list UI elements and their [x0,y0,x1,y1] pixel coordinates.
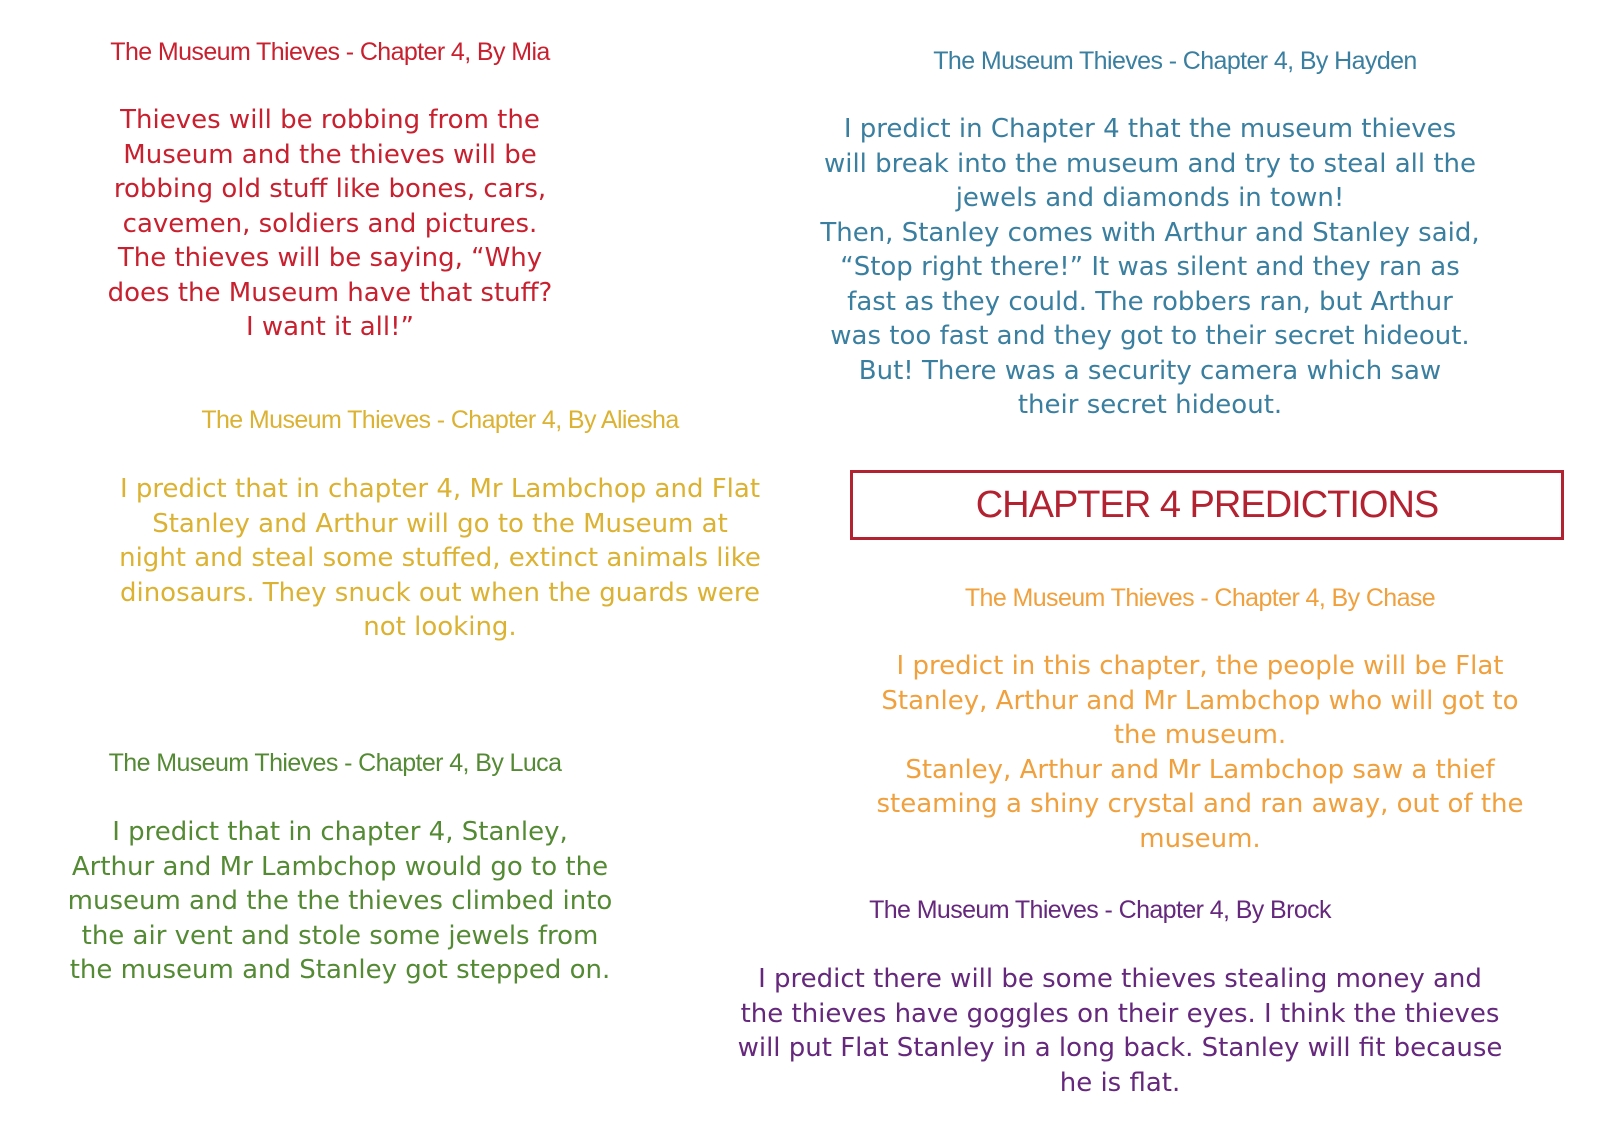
aliesha-prediction-text: I predict that in chapter 4, Mr Lambchop and Flat Stanley and Arthur will go to the Museum at night and steal some stuffed, extinct animals like dinosaurs. They snuck out when the guards were not looking. [119,474,761,642]
brock-prediction-text: I predict there will be some thieves stealing money and the thieves have goggles on their eyes. I think the thieves will put Flat Stanley in a long back. Stanley will fit because he is flat. [737,964,1503,1098]
luca-prediction-text: I predict that in chapter 4, Stanley, Arthur and Mr Lambchop would go to the museum and the the thieves climbed into the air vent and stole some jewels from the museum and Stanley got stepped on. [67,817,613,985]
aliesha-heading: The Museum Thieves - Chapter 4, By Aliesha [201,406,679,434]
mia-prediction-text: Thieves will be robbing from the Museum and the thieves will be robbing old stuff like bones, cars, cavemen, soldiers and pictures. The thieves will be saying, “Why does the Museum have that stuff? I want it all!” [107,105,553,342]
chase-heading: The Museum Thieves - Chapter 4, By Chase [964,584,1436,612]
chapter-4-predictions-banner: CHAPTER 4 PREDICTIONS [850,470,1564,540]
mia-heading: The Museum Thieves - Chapter 4, By Mia [110,38,550,66]
hayden-prediction-text: I predict in Chapter 4 that the museum thieves will break into the museum and try to steal all the jewels and diamonds in town! Then, Stanley comes with Arthur and Stanley said, “Stop right there!” It was silent and they ran as fast as they could. The robbers ran, but Arthur was too fast and they got to their secret hideout. But! There was a security camera which saw their secret hideout. [820,114,1480,420]
brock-heading: The Museum Thieves - Chapter 4, By Brock [869,896,1331,924]
luca-heading: The Museum Thieves - Chapter 4, By Luca [108,749,562,777]
chase-prediction-text: I predict in this chapter, the people will be Flat Stanley, Arthur and Mr Lambchop who will got to the museum. Stanley, Arthur and Mr Lambchop saw a thief steaming a shiny crystal and ran away, out of the museum. [876,651,1524,854]
hayden-heading: The Museum Thieves - Chapter 4, By Hayden [933,47,1417,75]
